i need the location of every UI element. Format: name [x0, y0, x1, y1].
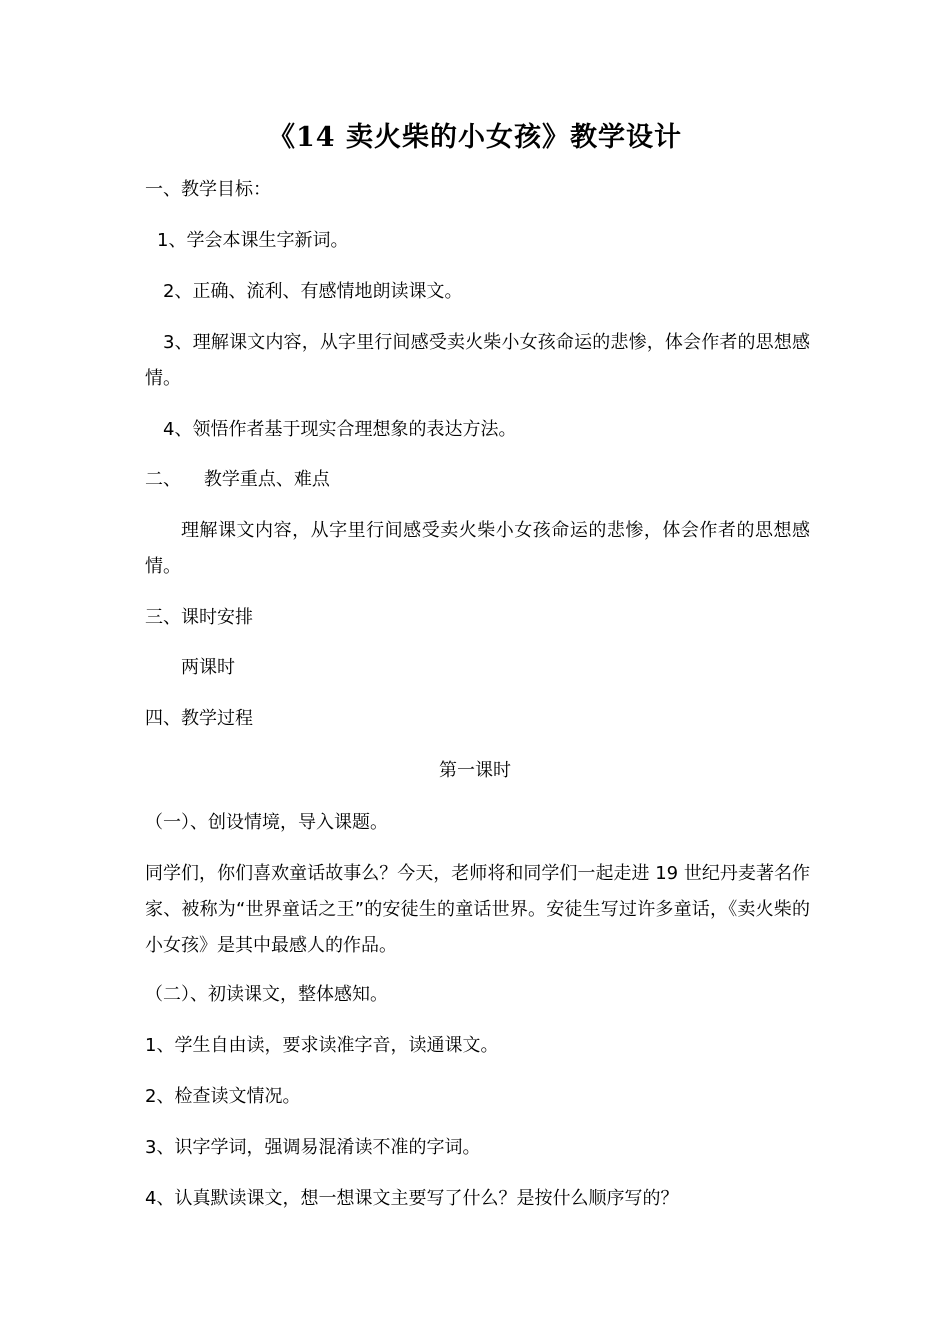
step2-item-1: 1、学生自由读，要求读准字音，读通课文。 — [145, 1035, 499, 1056]
step2-item-4: 4、认真默读课文，想一想课文主要写了什么？是按什么顺序写的？ — [145, 1188, 679, 1209]
step2-item-3: 3、识字学词，强调易混淆读不准的字词。 — [145, 1137, 481, 1158]
objective-item-1: 1、学会本课生字新词。 — [157, 230, 349, 251]
schedule-heading: 三、课时安排 — [145, 607, 253, 628]
step1-text: 同学们，你们喜欢童话故事么？今天，老师将和同学们一起走进 19 世纪丹麦著名作家、被称为“世界童话之王”的安徒生的童话世界。安徒生写过许多童话，《卖火柴的小女孩》是其中最感人的作品。 — [145, 863, 810, 956]
key-points-text: 理解课文内容，从字里行间感受卖火柴小女孩命运的悲惨，体会作者的思想感情。 — [145, 520, 810, 577]
step1-heading: （一）、创设情境，导入课题。 — [145, 812, 388, 833]
key-points-heading: 二、 教学重点、难点 — [145, 469, 330, 490]
process-heading: 四、教学过程 — [145, 708, 253, 729]
objective-item-4: 4、领悟作者基于现实合理想象的表达方法。 — [163, 419, 517, 440]
objectives-heading: 一、教学目标： — [145, 179, 271, 200]
document-title: 《14 卖火柴的小女孩》教学设计 — [268, 122, 682, 153]
objective-item-2: 2、正确、流利、有感情地朗读课文。 — [163, 281, 463, 302]
objective-item-3: 3、理解课文内容，从字里行间感受卖火柴小女孩命运的悲惨，体会作者的思想感情。 — [145, 332, 810, 389]
schedule-text: 两课时 — [181, 657, 235, 678]
step2-heading: （二）、初读课文，整体感知。 — [145, 984, 388, 1005]
lesson-title: 第一课时 — [439, 760, 511, 781]
step2-item-2: 2、检查读文情况。 — [145, 1086, 301, 1107]
